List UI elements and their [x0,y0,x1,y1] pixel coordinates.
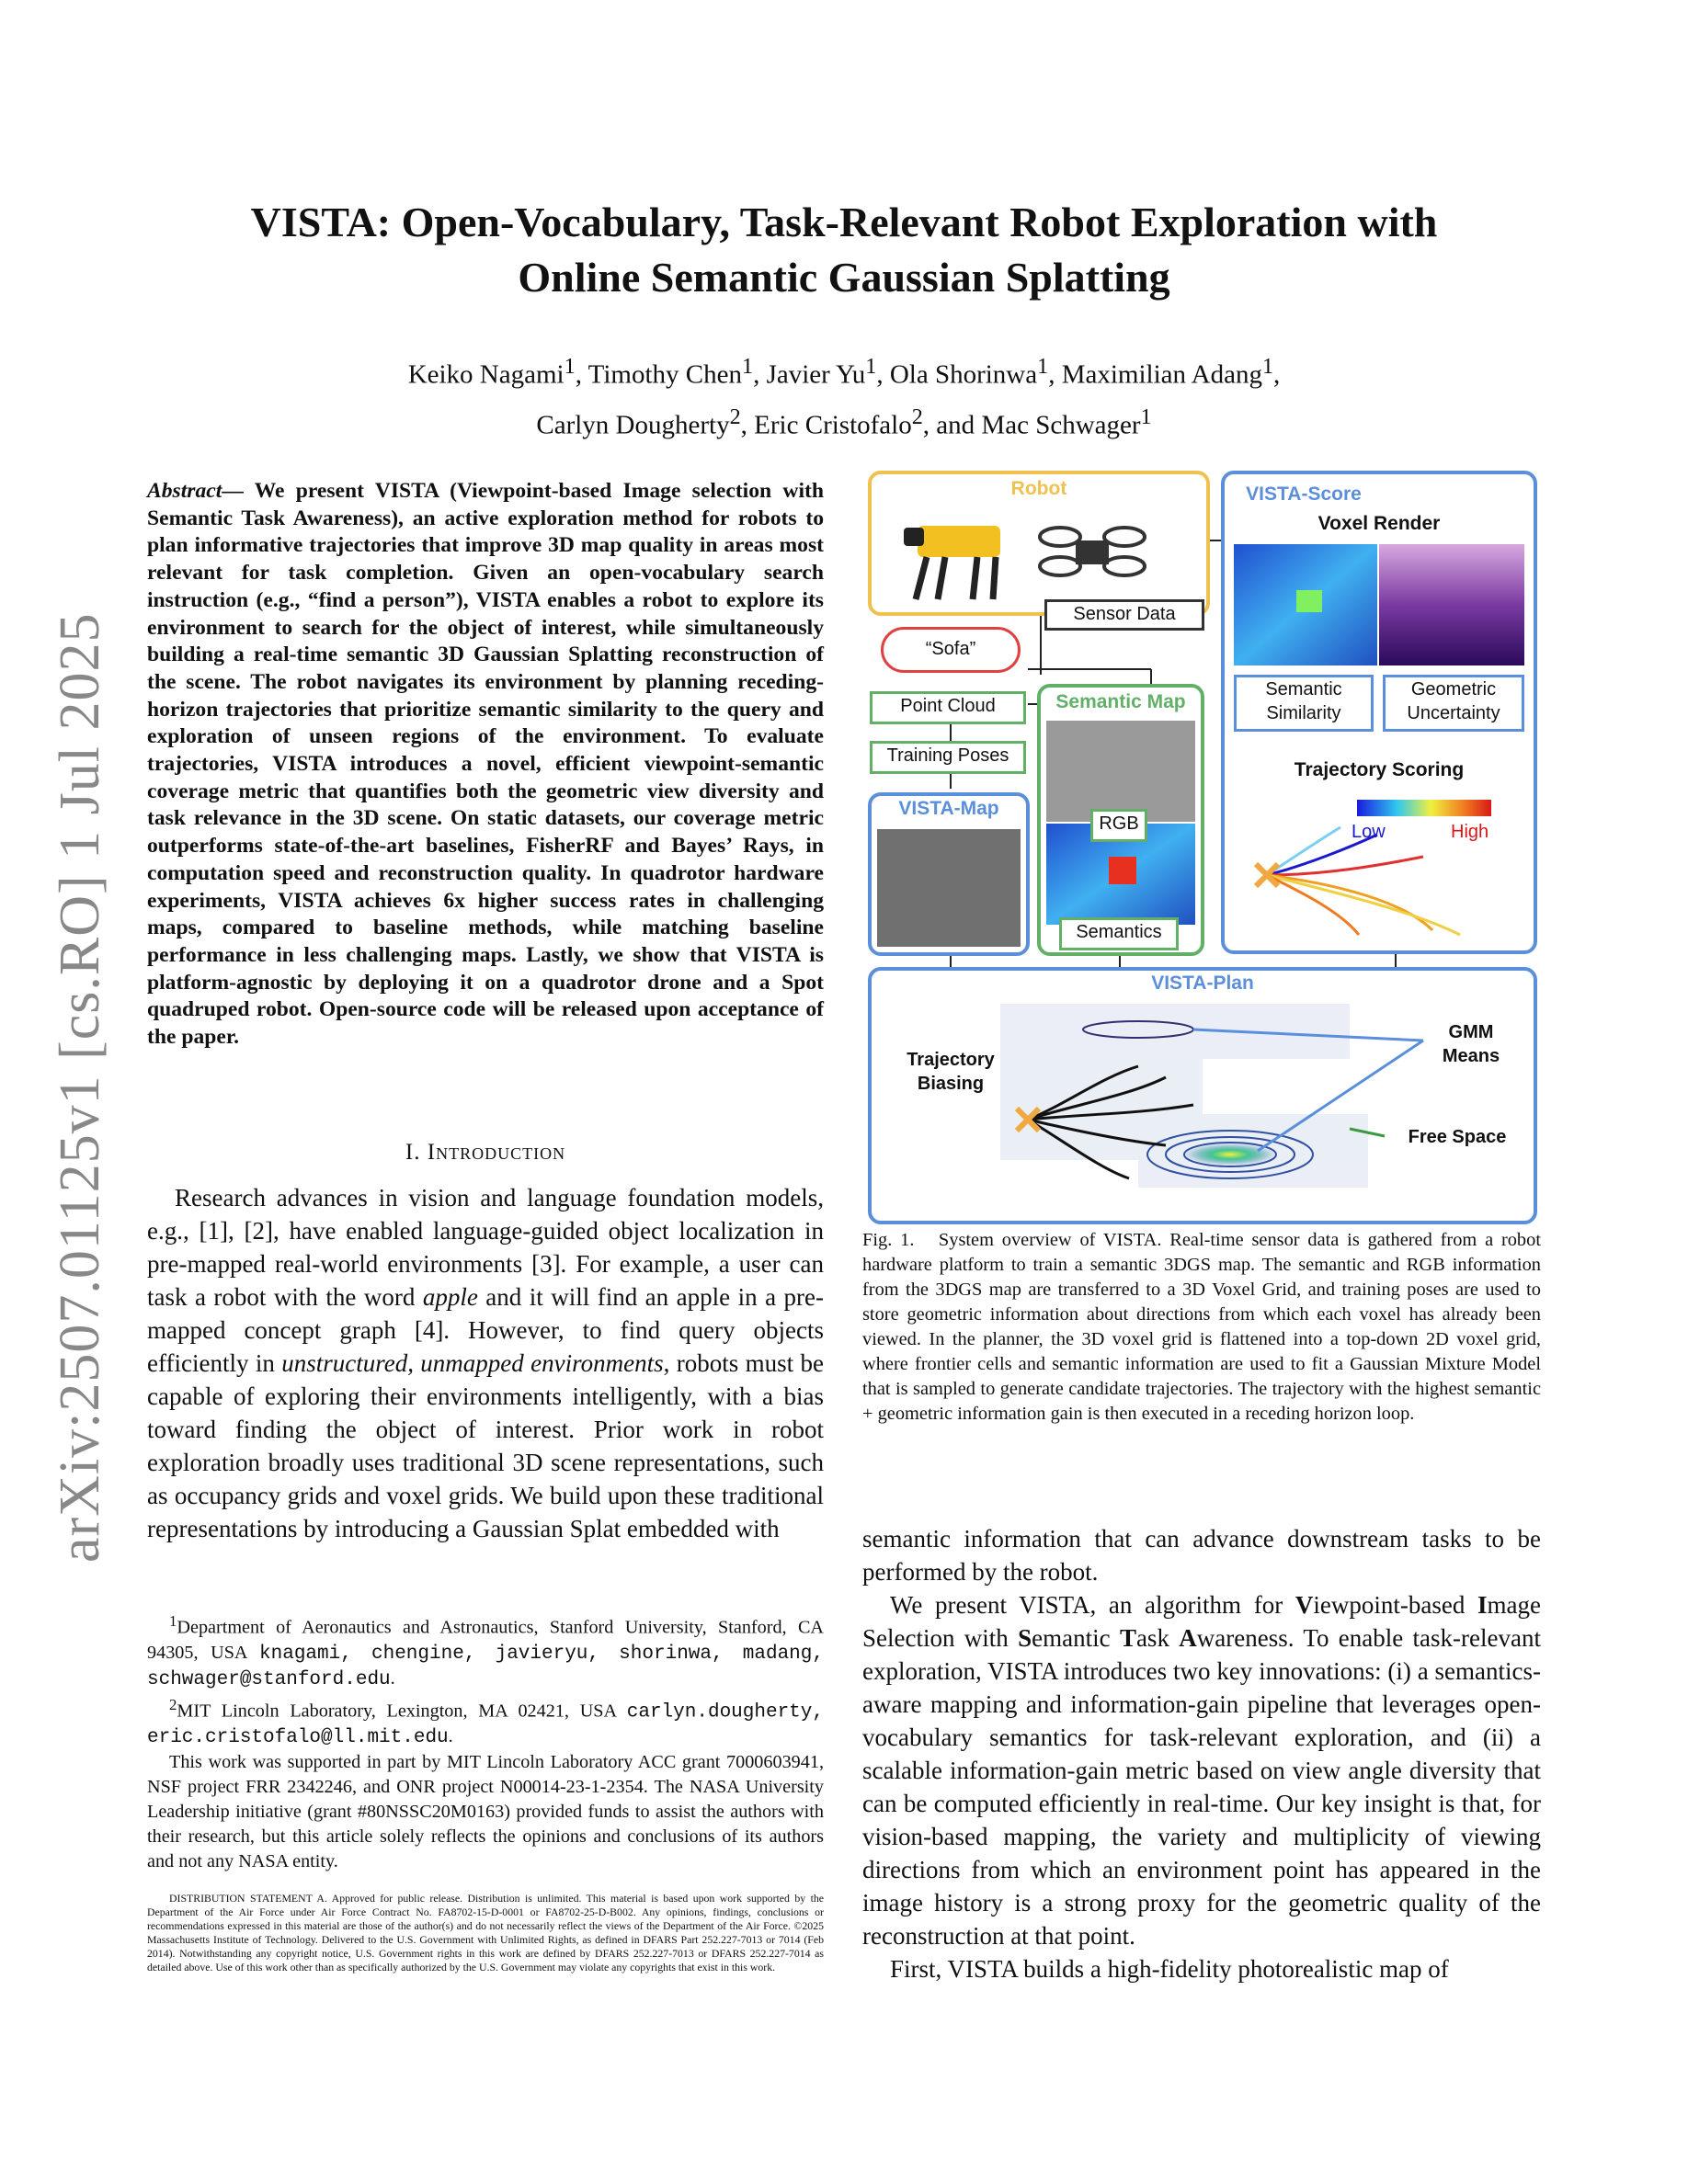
sensor-data-box: Sensor Data [1044,599,1204,631]
trajectory-biasing-label: Trajectory Biasing [907,1050,995,1094]
caption-text: System overview of VISTA. Real-time sensor data is gathered from a robot hardware platform to train a semantic 3DGS map. The semantic and RGB information from the 3DGS map are transferred to a 3D Voxel Grid, and training poses are used to store geometric information about directions from which each voxel has already been viewed. In the planner, the 3D voxel grid is flattened into a top-down 2D voxel grid, where frontier cells and semantic information are used to fit a Gaussian Mixture Model that is sampled to generate candidate trajectories. The trajectory with the highest semantic + geometric information gain is then executed in a receding horizon loop. [862,1230,1541,1424]
low-label: Low [1352,822,1386,842]
footnote-2: $^2$MIT Lincoln Laboratory, Lexington, MA 02421, USA carlyn.dougherty, eric.cristofalo@ll.mit.edu. [147,1695,824,1749]
funding-note: This work was supported in part by MIT Lincoln Laboratory ACC grant 7000603941, NSF project FRR 2342246, and ONR project N00014-23-1-2354. The NASA University Leadership initiative (grant #80NSSC20M0163) provided funds to assist the authors with their research, but this article solely reflects the opinions and conclusions of its authors and not any NASA entity. [147,1752,824,1872]
vista-plan-label: VISTA-Plan [1151,973,1254,994]
semantic-similarity-box: Semantic Similarity [1234,675,1374,732]
author: Carlyn Dougherty [536,410,730,440]
abstract-label: Abstract [147,479,222,503]
title-line-1: VISTA: Open-Vocabulary, Task-Relevant Robot Exploration with [250,199,1438,245]
figure-caption [862,1228,1541,1427]
author-list: Keiko Nagami$^1$, Timothy Chen$^1$, Javier Yu$^1$, Ola Shorinwa$^1$, Maximilian Adang$^1$, Carlyn Dougherty$^2$, Eric Cristofalo$^2$, and Mac Schwager$^1$ [407,354,1281,440]
arxiv-identifier: arXiv:2507.01125v1 [cs.RO] 1 Jul 2025 [49,612,111,1563]
system-overview-figure [862,471,1541,1224]
paragraph: semantic information that can advance downstream tasks to be performed by the robot. [862,1525,1541,1586]
vista-plan-panel [868,967,1537,1224]
robot-label: Robot [1010,478,1067,499]
author: Keiko Nagami [407,359,565,390]
author: Eric Cristofalo [754,410,912,440]
paragraph: We present VISTA, an algorithm for Viewpoint-based Image Selection with Semantic Task Awareness. To enable task-relevant exploration, VISTA introduces two key innovations: (i) a semantics-aware mapping and information-gain pipeline that leverages open-vocabulary semantics for task-relevant exploration, and (ii) a scalable information-gain metric based on view angle diversity that can be computed efficiently in real-time. Our key insight is that, for vision-based mapping, the variety and multiplicity of viewing directions from which an environment point has appeared in the image history is a strong proxy for the geometric quality of the reconstruction at that point. [862,1591,1542,1950]
footnotes [147,1609,824,1874]
author: Mac Schwager [981,410,1141,440]
abstract [147,478,824,1052]
paper-title [147,195,1541,305]
author: Javier Yu [766,359,866,390]
trajectory-scoring-label: Trajectory Scoring [1294,759,1465,780]
high-label: High [1451,822,1489,842]
semantic-map-label: Semantic Map [1055,691,1186,712]
rgb-label: RGB [1090,809,1147,842]
vista-score-label: VISTA-Score [1246,483,1362,505]
author: Timothy Chen [587,359,743,390]
right-column-text [862,1522,1541,1985]
distribution-statement: DISTRIBUTION STATEMENT A. Approved for public release. Distribution is unlimited. This material is based upon work supported by the Department of the Air Force under Air Force Contract No. FA8702-15-D-0001 or FA8702-25-D-B002. Any opinions, findings, conclusions or recommendations expressed in this material are those of the author(s) and do not necessarily reflect the views of the Department of the Air Force. ©2025 Massachusetts Institute of Technology. Delivered to the U.S. Government with Unlimited Rights, as defined in DFARS Part 252.227-7013 or 7014 (Feb 2014). Notwithstanding any copyright notice, U.S. Government rights in this work are defined by DFARS 252.227-7013 or DFARS 252.227-7014 as detailed above. Use of this work other than as specifically authorized by the U.S. Government may violate any copyrights that exist in this work. [147,1892,824,1974]
introduction-text [147,1181,824,1545]
abstract-text: — We present VISTA (Viewpoint-based Image selection with Semantic Task Awareness), an active exploration method for robots to plan informative trajectories that improve 3D map quality in areas most relevant for task completion. Given an open-vocabulary search instruction (e.g., “find a person”), VISTA enables a robot to explore its environment to search for the object of interest, while simultaneously building a real-time semantic 3D Gaussian Splatting reconstruction of the scene. The robot navigates its environment by planning receding-horizon trajectories that prioritize semantic similarity to the query and exploration of unseen regions of the environment. To evaluate trajectories, VISTA introduces a novel, efficient viewpoint-semantic coverage metric that quantifies both the geometric view diversity and task relevance in the 3D scene. On static datasets, our coverage metric outperforms state-of-the-art baselines, FisherRF and Bayes’ Rays, in computation speed and reconstruction quality. In quadrotor hardware experiments, VISTA achieves 6x higher success rates in challenging maps, compared to baseline methods, while matching baseline performance in less challenging maps. Lastly, we show that VISTA is platform-agnostic by deploying it on a quadrotor drone and a Spot quadruped robot. Open-source code will be released upon acceptance of the paper. [147,479,824,1050]
geometric-uncertainty-box: Geometric Uncertainty [1383,675,1524,732]
footnote-1: $^1$Department of Aeronautics and Astronautics, Stanford University, Stanford, CA 94305, USA knagami, chengine, javieryu, shorinwa, madang, schwager@stanford.edu. [147,1612,824,1690]
semantics-label: Semantics [1059,917,1179,950]
gmm-means-label: GMM Means [1442,1022,1500,1066]
caption-label: Fig. 1. [862,1230,915,1250]
author: Maximilian Adang [1061,359,1262,390]
paragraph: First, VISTA builds a high-fidelity photorealistic map of [890,1955,1449,1983]
voxel-render-label: Voxel Render [1317,513,1441,534]
training-poses-box: Training Poses [870,741,1026,774]
free-space-label: Free Space [1408,1127,1507,1147]
paragraph: Research advances in vision and language foundation models, e.g., [1], [2], have enabled language-guided object localization in pre-mapped real-world environments [3]. For example, a user can task a robot with the word apple and it will find an apple in a pre-mapped concept graph [4]. However, to find query objects efficiently in unstructured, unmapped environments, robots must be capable of exploring their environments intelligently, with a bias toward finding the object of interest. Prior work in robot exploration broadly uses traditional 3D scene representations, such as occupancy grids and voxel grids. We build upon these traditional representations by introducing a Gaussian Splat embedded with [147,1184,824,1542]
point-cloud-box: Point Cloud [870,691,1026,724]
query-bubble: “Sofa” [881,627,1021,673]
section-heading: I. Introduction [405,1140,566,1165]
title-line-2: Online Semantic Gaussian Splatting [518,254,1170,301]
vista-map-label: VISTA-Map [898,798,999,819]
author: Ola Shorinwa [889,359,1038,390]
